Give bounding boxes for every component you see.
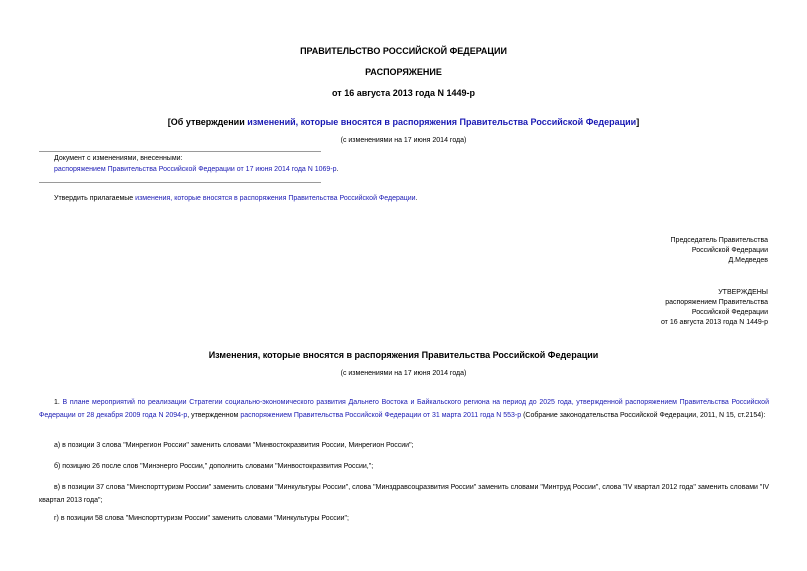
changes-item-1	[39, 396, 769, 422]
signature-position: Председатель Правительства	[670, 237, 768, 244]
item-1-plan-link[interactable]: В плане мероприятий по реализации Стратегии социально-экономического развития Дальнего Востока и Байкальского региона на период до 2025 года, утвержденной распоряжением Правительства Российской Федерации от 28 декабря 2009 года N 2094-р	[39, 399, 769, 419]
changes-item-v: в) в позиции 37 слова "Минспорттуризм России" заменить словами "Минкультуры России", слова "Минздравсоцразвития России" заменить словами "Минтруд России", слова "IV квартал 2012 года" заменить словами "IV квартал 2013 года";	[39, 484, 769, 504]
amendments-bottom-divider	[39, 182, 321, 183]
approved-heading: УТВЕРЖДЕНЫ	[718, 289, 768, 296]
signature-country: Российской Федерации	[691, 247, 768, 254]
approved-date-number: от 16 августа 2013 года N 1449-р	[660, 319, 768, 326]
approve-suffix: .	[415, 195, 418, 202]
approve-prefix: Утвердить прилагаемые	[54, 195, 136, 202]
amendment-link-suffix: .	[336, 166, 339, 173]
item-1-order-link[interactable]: распоряжением Правительства Российской Федерации от 31 марта 2011 года N 553-р	[240, 412, 522, 419]
title-bracket-close: ]	[636, 117, 640, 127]
amendments-label: Документ с изменениями, внесенными:	[54, 155, 183, 162]
changes-amendment-note: (с изменениями на 17 июня 2014 года)	[340, 370, 467, 377]
approve-paragraph	[54, 195, 418, 202]
government-heading: ПРАВИТЕЛЬСТВО РОССИЙСКОЙ ФЕДЕРАЦИИ	[300, 46, 507, 56]
amendment-date-note: (с изменениями на 17 июня 2014 года)	[340, 137, 467, 144]
title-link[interactable]: изменений, которые вносятся в распоряжения Правительства Российской Федерации	[247, 117, 637, 127]
document-title	[0, 117, 807, 127]
changes-title: Изменения, которые вносятся в распоряжения Правительства Российской Федерации	[208, 350, 599, 360]
amendment-link[interactable]: распоряжением Правительства Российской Федерации от 17 июня 2014 года N 1069-р	[54, 166, 337, 173]
item-1-number: 1.	[54, 399, 63, 406]
approved-by-order: распоряжением Правительства	[665, 299, 768, 306]
changes-item-g: г) в позиции 58 слова "Минспорттуризм России" заменить словами "Минкультуры России";	[54, 515, 349, 522]
signature-name: Д.Медведев	[728, 257, 768, 264]
amendments-top-divider	[39, 151, 321, 152]
item-1-tail: (Собрание законодательства Российской Федерации, 2011, N 15, ст.2154):	[521, 412, 766, 419]
document-type-heading: РАСПОРЯЖЕНИЕ	[365, 67, 442, 77]
title-bracket-open: [Об утверждении	[167, 117, 248, 127]
document-date-number: от 16 августа 2013 года N 1449-р	[332, 88, 475, 98]
item-1-middle: , утвержденном	[187, 412, 241, 419]
approved-country: Российской Федерации	[691, 309, 768, 316]
amendments-entry	[54, 166, 339, 173]
changes-item-a: а) в позиции 3 слова "Минрегион России" заменить словами "Минвостокразвития России, Минрегион России";	[54, 442, 414, 449]
approve-link[interactable]: изменения, которые вносятся в распоряжения Правительства Российской Федерации	[135, 195, 416, 202]
changes-item-b: б) позицию 26 после слов "Минэнерго России," дополнить словами "Минвостокразвития России,";	[54, 463, 374, 470]
